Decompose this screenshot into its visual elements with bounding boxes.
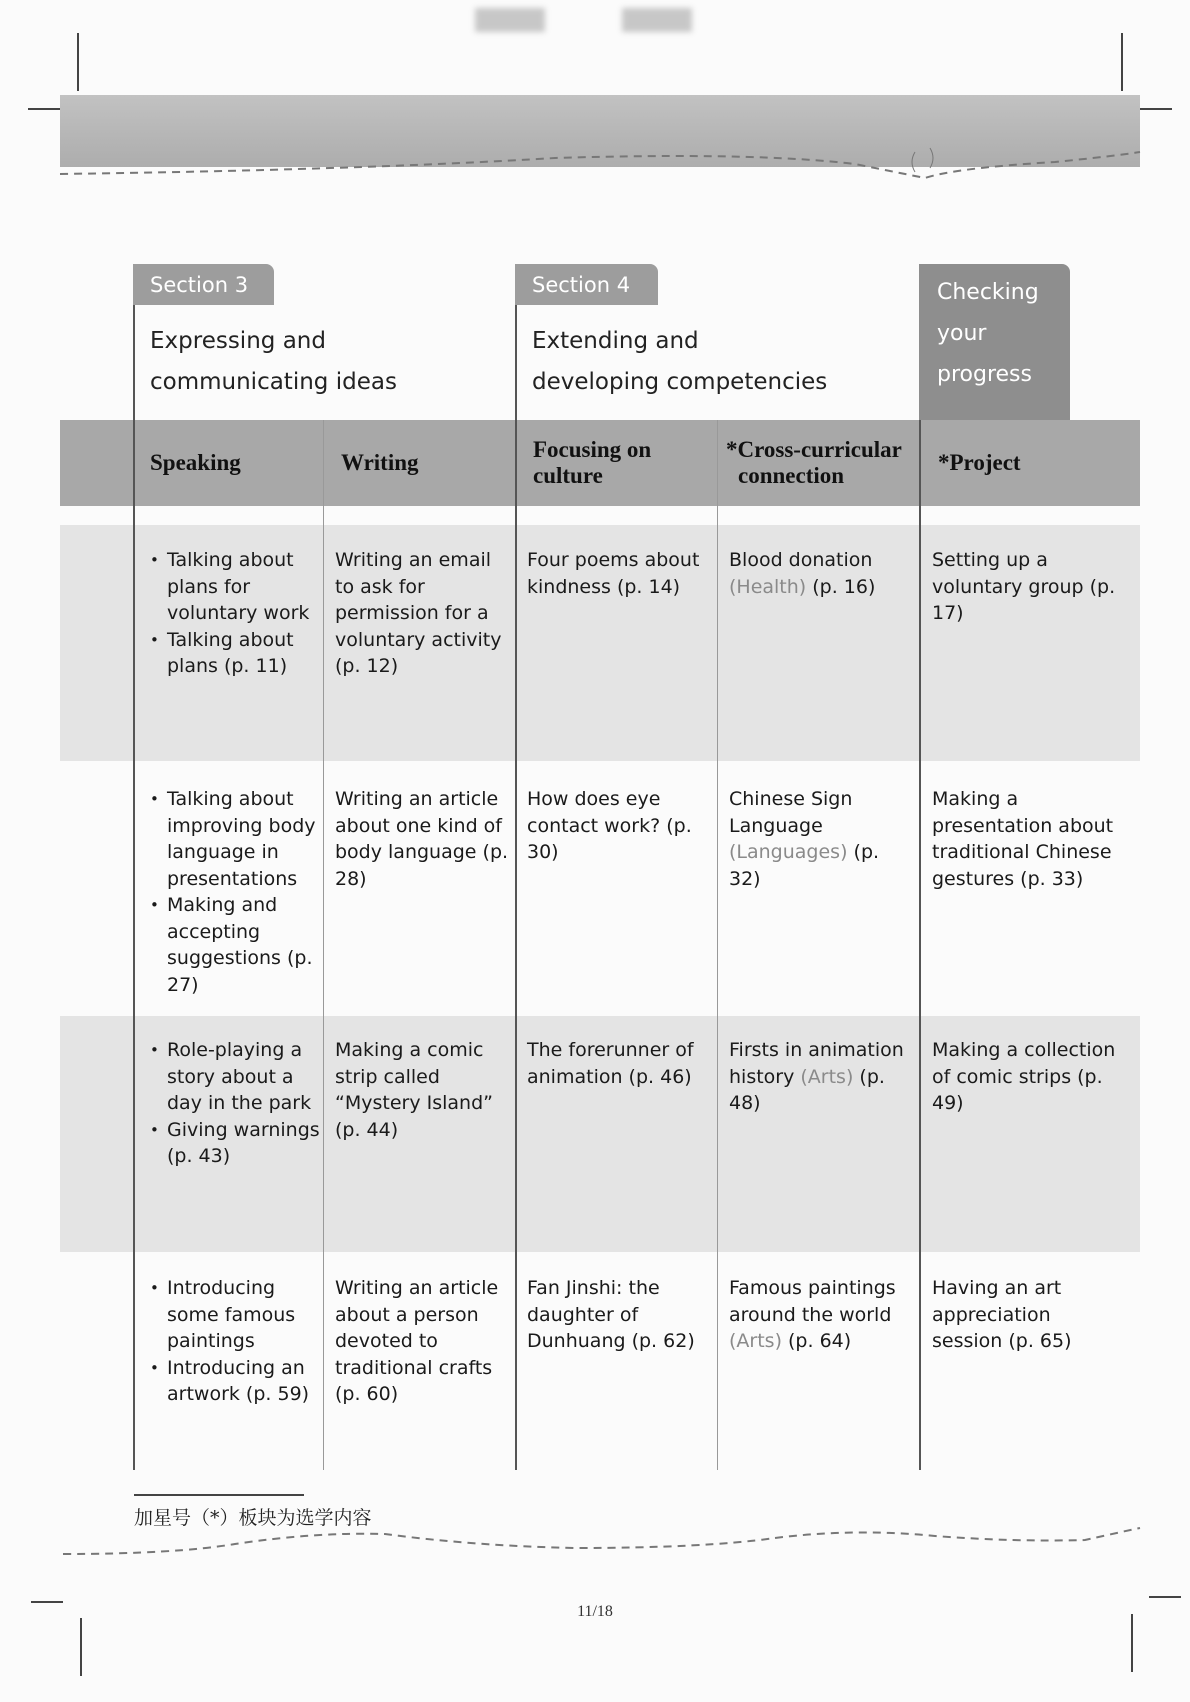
section-3-title: [150, 321, 397, 403]
cross-topic: Chinese Sign Language: [729, 788, 853, 837]
speaking-item: • Making and accepting suggestions (p. 27): [167, 892, 323, 998]
cross-subject: (Arts): [800, 1065, 854, 1088]
speaking-item: • Role-playing a story about a day in the park: [167, 1037, 323, 1117]
crop-mark: [1140, 108, 1172, 110]
speaking-list: [143, 1037, 323, 1170]
cell-cross-curricular: [729, 547, 914, 600]
column-divider: [323, 420, 324, 1470]
speaking-item: • Talking about improving body language in presentations: [167, 786, 323, 892]
cell-culture: The forerunner of animation (p. 46): [527, 1039, 694, 1088]
cell-writing: Writing an article about one kind of body language (p. 28): [335, 788, 509, 890]
section-4-title-line1: Extending and: [532, 328, 699, 354]
header-cross-line1: *Cross-curricular: [726, 437, 902, 462]
section-4-title-line2: developing competencies: [532, 369, 828, 395]
section-3-title-line2: communicating ideas: [150, 369, 397, 395]
speaking-list: [143, 547, 323, 680]
header-writing-label: Writing: [341, 450, 419, 475]
cell-project: Making a presentation about traditional Chinese gestures (p. 33): [932, 788, 1114, 890]
cell-culture: How does eye contact work? (p. 30): [527, 788, 692, 863]
speaking-item: • Talking about plans for voluntary work: [167, 547, 323, 627]
cell-project: Having an art appreciation session (p. 65): [932, 1277, 1072, 1352]
column-divider: [133, 305, 135, 1470]
cross-topic: Famous paintings around the world: [729, 1277, 896, 1326]
column-header-row: [60, 420, 1140, 506]
checking-your-progress-tab: [919, 264, 1070, 420]
cell-cross-curricular: [729, 1037, 914, 1117]
column-divider: [717, 420, 718, 1470]
header-culture-line1: Focusing on: [533, 437, 652, 462]
column-header-writing: [341, 420, 419, 506]
cross-topic: Blood donation: [729, 549, 873, 571]
column-divider: [515, 305, 517, 1470]
cell-writing: Making a comic strip called “Mystery Island” (p. 44): [335, 1039, 493, 1141]
checking-line1: Checking: [937, 280, 1039, 305]
crop-mark: [1121, 33, 1123, 91]
cross-page: (p. 48): [729, 1065, 885, 1114]
cell-culture: Four poems about kindness (p. 14): [527, 549, 700, 598]
crop-mark: [80, 1618, 82, 1676]
blurred-header-text: [475, 8, 545, 32]
cross-topic: Firsts in animation history: [729, 1039, 904, 1088]
page-number: 11/18: [577, 1603, 613, 1620]
speaking-item: • Talking about plans (p. 11): [167, 627, 323, 680]
section-4-title: [532, 321, 827, 403]
cell-project: Making a collection of comic strips (p. 49): [932, 1039, 1116, 1114]
crop-mark: [28, 108, 60, 110]
section-3-title-line1: Expressing and: [150, 328, 326, 354]
column-header-speaking: [150, 420, 241, 506]
cell-writing: Writing an article about a person devoted to traditional crafts (p. 60): [335, 1277, 499, 1405]
column-header-project: [938, 420, 1021, 506]
checking-line3: progress: [937, 362, 1032, 387]
cross-page: (p. 64): [781, 1330, 852, 1352]
section-3-tab: Section 3: [133, 264, 274, 305]
cell-speaking: [143, 786, 323, 998]
cell-speaking: [143, 547, 323, 680]
speaking-list: [143, 1275, 323, 1408]
header-speaking-label: Speaking: [150, 450, 241, 475]
cell-cross-curricular: [729, 1275, 914, 1355]
cross-subject: (Arts): [729, 1330, 782, 1352]
cell-culture: Fan Jinshi: the daughter of Dunhuang (p. 62): [527, 1277, 695, 1352]
crop-mark: [1131, 1614, 1133, 1672]
cell-speaking: [143, 1037, 323, 1170]
cross-page: (p. 16): [806, 575, 876, 598]
checking-line2: your: [937, 321, 987, 346]
footnote: 加星号（*）板块为选学内容: [134, 1507, 372, 1529]
footnote-rule: [134, 1494, 304, 1496]
speaking-list: [143, 786, 323, 998]
speaking-item: • Introducing an artwork (p. 59): [167, 1355, 323, 1408]
cell-speaking: [143, 1275, 323, 1408]
crop-mark: [1149, 1596, 1181, 1598]
header-cross-line2: connection: [738, 463, 845, 488]
cell-project: Setting up a voluntary group (p. 17): [932, 549, 1116, 624]
column-header-culture: [533, 420, 651, 506]
cross-subject: (Health): [729, 575, 807, 598]
speaking-item: • Giving warnings (p. 43): [167, 1117, 323, 1170]
blurred-header-text: [622, 8, 692, 32]
column-header-cross-curricular: [726, 420, 902, 506]
cross-subject: (Languages): [729, 841, 848, 863]
top-dashed-edge: [55, 140, 1145, 185]
cross-page: (p. 32): [729, 841, 880, 890]
cell-cross-curricular: [729, 786, 914, 892]
section-4-tab: Section 4: [515, 264, 658, 305]
header-culture-line2: culture: [533, 463, 603, 488]
crop-mark: [77, 33, 79, 91]
header-project-label: *Project: [938, 450, 1021, 475]
cell-writing: Writing an email to ask for permission for a voluntary activity (p. 12): [335, 549, 502, 677]
speaking-item: • Introducing some famous paintings: [167, 1275, 323, 1355]
column-divider: [919, 420, 921, 1470]
